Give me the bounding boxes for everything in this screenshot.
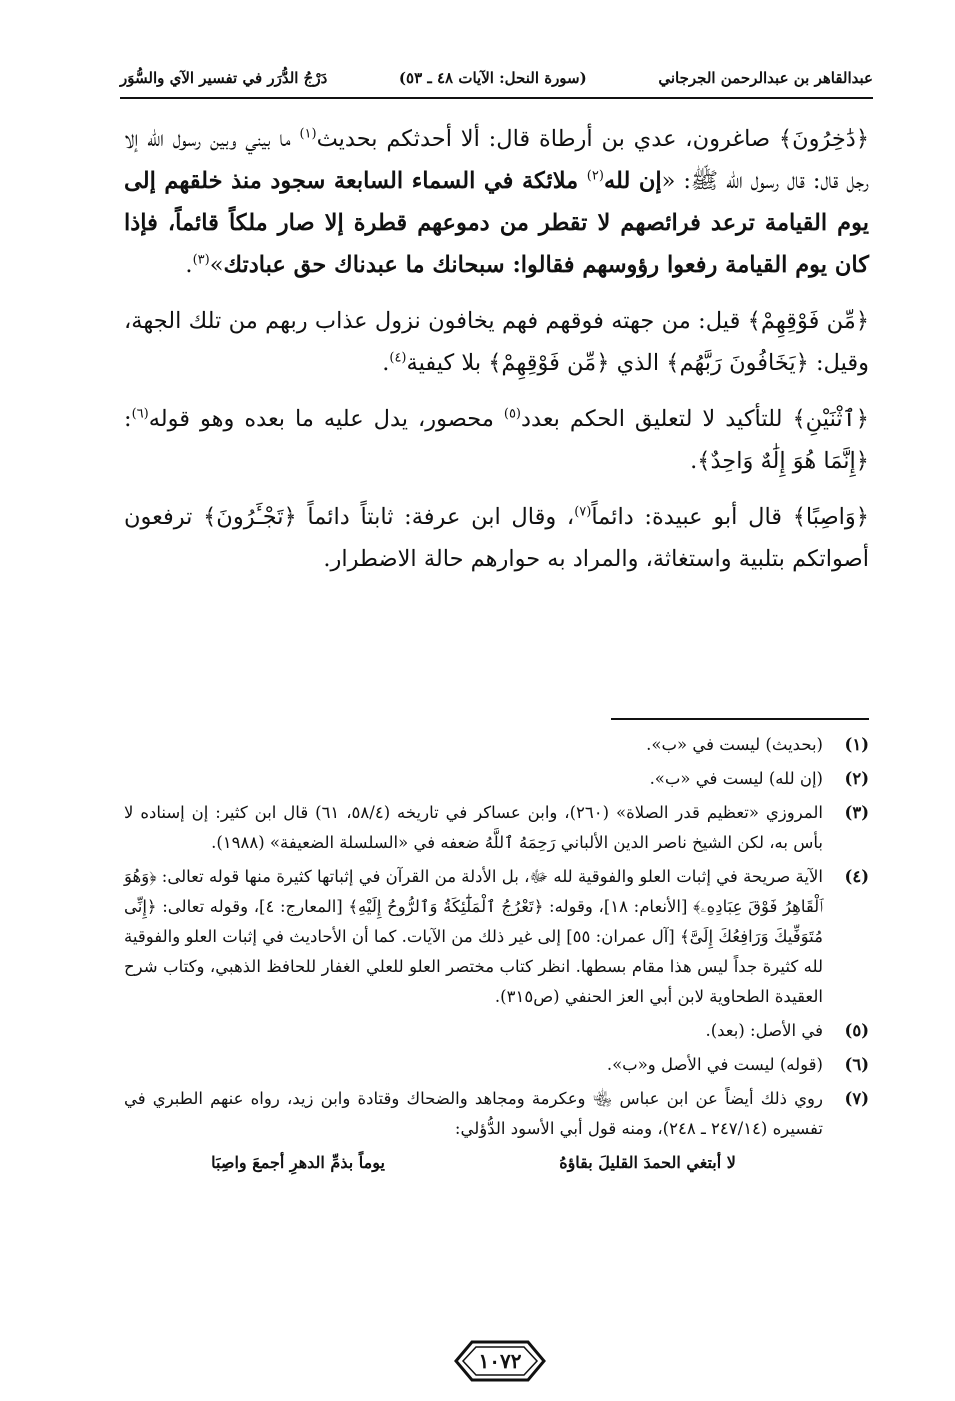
footnote-item bbox=[124, 862, 869, 1012]
footnote-text: الآية صريحة في إثبات العلو والفوقية لله ﷻ، بل الأدلة من القرآن في إثباتها كثيرة منها قوله تعالى: ﴿وَهُوَ ٱلْقَاهِرُ فَوْقَ عِبَادِهِۦ﴾ [الأنعام: ١٨]، وقوله: ﴿تَعْرُجُ ٱلْمَلَٰٓئِكَةُ وَٱلرُّوحُ إِلَيْهِ﴾ [المعارج: ٤]، وقوله تعالى: ﴿إِنِّى مُتَوَفِّيكَ وَرَافِعُكَ إِلَىَّ﴾ [آل عمران: ٥٥] إلى غير ذلك من الآيات. كما أن الأحاديث في إثبات العلو والفوقية لله كثيرة جداً ليس هذا مقام بسطها. انظر كتاب مختصر العلو للعلي الغفار للحافظ الذهبي، وكتاب شرح العقيدة الطحاوية لابن أبي العز الحنفي (ص٣١٥). bbox=[124, 867, 824, 1006]
footnote-ref[interactable]: (٤) bbox=[389, 350, 407, 366]
page-number: ١٠٧٢ bbox=[478, 1349, 522, 1373]
quran-quote: ﴿تَجْـَٔرُونَ﴾ bbox=[203, 504, 297, 530]
text-run: . bbox=[185, 252, 193, 278]
quran-quote: ﴿وَاصِبًا﴾ bbox=[792, 504, 869, 530]
text-run: للتأكيد لا لتعليق الحكم بعدد bbox=[521, 406, 793, 432]
footnote-number: (٢) bbox=[844, 769, 869, 788]
text-run: ، وقال ابن عرفة: ثابتاً دائماً bbox=[296, 504, 575, 530]
footnote-text: (إن لله) ليست في «ب». bbox=[649, 769, 823, 788]
footnote-ref[interactable]: (٢) bbox=[586, 168, 604, 184]
text-run: . bbox=[690, 448, 698, 474]
running-header bbox=[120, 60, 873, 96]
footnote-item bbox=[124, 1084, 869, 1144]
text-run: بلا كيفية bbox=[406, 350, 489, 376]
hadith-bold: ملائكة في السماء السابعة سجود منذ خلقهم إلى يوم القيامة ترعد فرائصهم لا تقطر من دموعهم قطرة إلا صار ملكاً قائماً، فإذا كان يوم القيامة رفعوا رؤوسهم فقالوا: سبحانك ما عبدناك حق عبادتك bbox=[124, 168, 869, 278]
quran-quote: ﴿إِنَّمَا هُوَ إِلَٰهٌ وَاحِدٌ﴾ bbox=[697, 448, 869, 474]
quran-quote: ﴿مِّن فَوْقِهِمْ﴾ bbox=[747, 308, 870, 334]
paragraph-2 bbox=[124, 300, 869, 384]
text-run: ما بيني وبين رسول الله إلا رجل قال: قال رسول الله ﷺ: « bbox=[124, 126, 869, 194]
quran-quote: ﴿دَٰخِرُونَ﴾ bbox=[778, 126, 870, 152]
text-run: ترفعون أصواتكم بتلبية واستغاثة، والمراد به حوارهم حالة الاضطرار. bbox=[124, 504, 869, 572]
footnote-number: (٤) bbox=[844, 867, 869, 886]
hadith-bold: إن لله bbox=[603, 168, 662, 194]
footnote-ref[interactable]: (١) bbox=[299, 126, 317, 142]
header-divider bbox=[120, 97, 873, 99]
text-run: قال أبو عبيدة: دائماً bbox=[591, 504, 793, 530]
paragraph-3 bbox=[124, 398, 869, 482]
footnote-item bbox=[124, 764, 869, 794]
footnote-text: في الأصل: (بعد). bbox=[705, 1021, 823, 1040]
header-surah: (سورة النحل: الآيات ٤٨ ـ ٥٣) bbox=[398, 69, 587, 87]
verse-hemistich-1: لا أبتغي الحمدَ القليلَ بقاؤهُ bbox=[559, 1153, 736, 1172]
footnote-number: (٥) bbox=[844, 1021, 869, 1040]
footnote-divider bbox=[611, 718, 869, 720]
paragraph-1 bbox=[124, 118, 869, 286]
footnote-ref[interactable]: (٣) bbox=[192, 252, 210, 268]
text-run: . bbox=[382, 350, 390, 376]
text-run: الذي bbox=[609, 350, 667, 376]
text-run: : bbox=[124, 406, 132, 432]
footnote-ref[interactable]: (٦) bbox=[131, 406, 149, 422]
poetry-verse bbox=[124, 1148, 823, 1178]
footnote-text: (بحديث) ليست في «ب». bbox=[646, 735, 823, 754]
footnote-number: (٣) bbox=[844, 803, 869, 822]
text-run: صاغرون، عدي بن أرطاة قال: ألا أحدثكم بحديث bbox=[316, 126, 779, 152]
footnote-number: (١) bbox=[844, 735, 869, 754]
footnote-number: (٦) bbox=[844, 1055, 869, 1074]
footnote-ref[interactable]: (٧) bbox=[574, 504, 592, 520]
footnote-ref[interactable]: (٥) bbox=[503, 406, 521, 422]
footnote-text: (قوله) ليست في الأصل و«ب». bbox=[606, 1055, 823, 1074]
footnotes bbox=[124, 730, 869, 1178]
footnote-item bbox=[124, 1016, 869, 1046]
paragraph-4 bbox=[124, 496, 869, 580]
text-run: محصور، يدل عليه ما بعده وهو قوله bbox=[148, 406, 504, 432]
footnote-text: المروزي «تعظيم قدر الصلاة» (٢٦٠)، وابن عساكر في تاريخه (٥٨/٤، ٦١) قال ابن كثير: إن إسناده لا بأس به، لكن الشيخ ناصر الدين الألباني رَحِمَهُ ٱللَّهُ ضعفه في «السلسلة الضعيفة» (١٩٨٨). bbox=[124, 803, 824, 852]
text-run: » bbox=[209, 252, 224, 278]
footnote-number: (٧) bbox=[844, 1089, 869, 1108]
header-book-title: دَرْجُ الدُّرَر في تفسير الآي والسُّوَر bbox=[120, 69, 328, 87]
header-author: عبدالقاهر بن عبدالرحمن الجرجاني bbox=[658, 69, 873, 87]
page-number-ornament bbox=[452, 1338, 548, 1384]
quran-quote: ﴿ٱثْنَيْنِ﴾ bbox=[792, 406, 869, 432]
text-run: قيل: من جهته فوقهم فهم يخافون نزول عذاب ربهم من تلك الجهة، وقيل: bbox=[124, 308, 869, 376]
quran-quote: ﴿مِّن فَوْقِهِمْ﴾ bbox=[488, 350, 610, 376]
quran-quote: ﴿يَخَافُونَ رَبَّهُم﴾ bbox=[666, 350, 809, 376]
footnote-text: روي ذلك أيضاً عن ابن عباس ﵄ وعكرمة ومجاهد والضحاك وقتادة وابن زيد، رواه عنهم الطبري في تفسيره (٢٤٧/١٤ ـ ٢٤٨)، ومنه قول أبي الأسود الدُّؤلي: bbox=[124, 1089, 823, 1138]
footnote-item bbox=[124, 730, 869, 760]
footnote-item bbox=[124, 1050, 869, 1080]
footnote-item bbox=[124, 798, 869, 858]
verse-hemistich-2: يوماً بذمِّ الدهرِ أجمعَ واصِبَا bbox=[211, 1153, 385, 1172]
main-text bbox=[124, 118, 869, 594]
